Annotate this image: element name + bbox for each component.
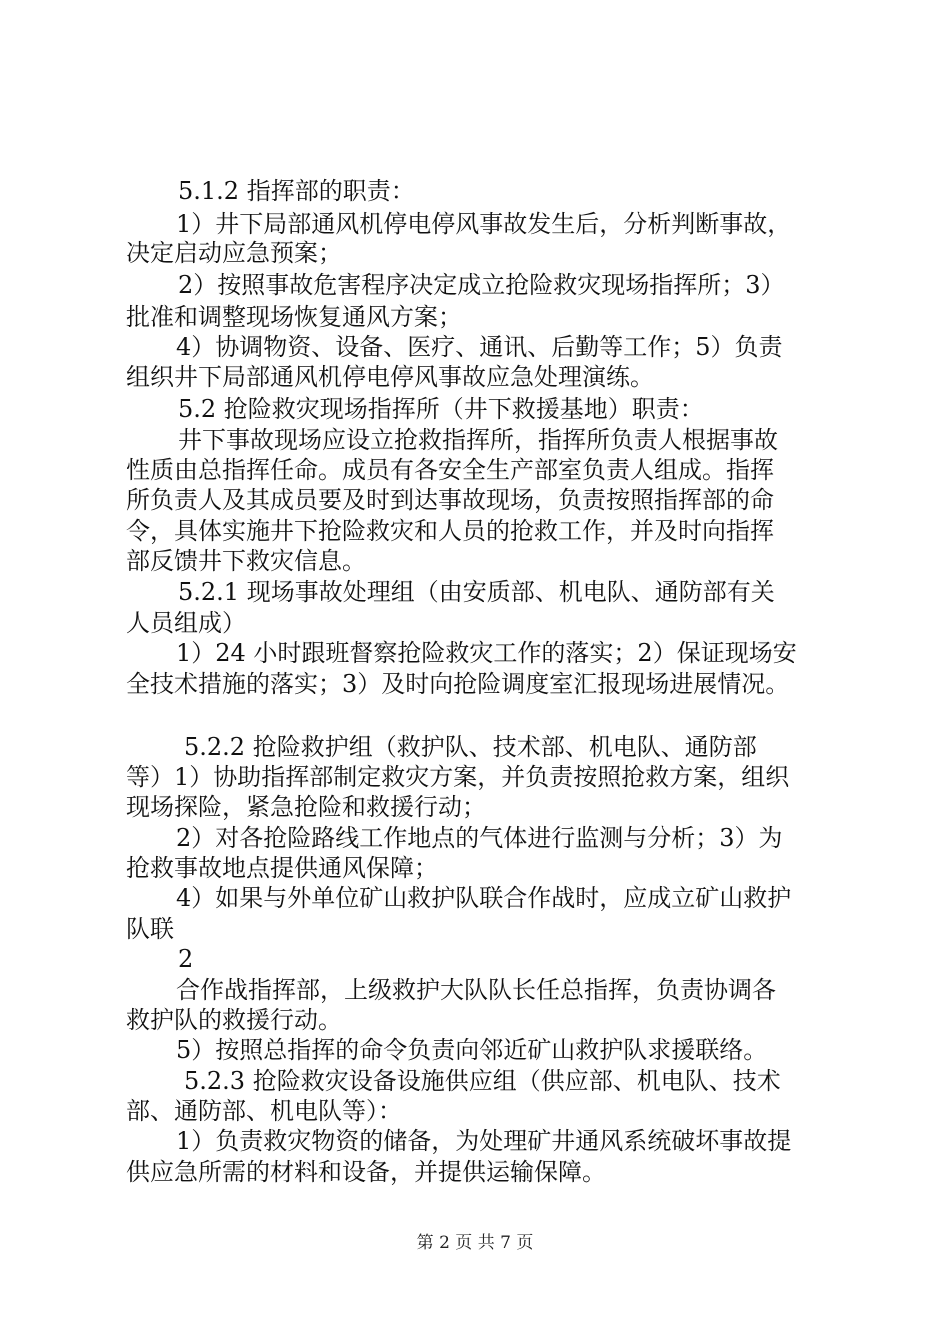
text-line: 4）协调物资、设备、医疗、通讯、后勤等工作；5）负责 xyxy=(176,333,783,361)
text-line: 全技术措施的落实；3）及时向抢险调度室汇报现场进展情况。 xyxy=(126,670,790,698)
text-line: 令，具体实施井下抢险救灾和人员的抢救工作，并及时向指挥 xyxy=(126,517,774,545)
section-heading: 5.2.1 现场事故处理组（由安质部、机电队、通防部有关 xyxy=(178,578,775,606)
section-heading: 5.2.2 抢险救护组（救护队、技术部、机电队、通防部 xyxy=(184,733,757,761)
text-line: 2 xyxy=(178,945,194,973)
page-footer: 第 2 页 共 7 页 xyxy=(416,1233,534,1253)
text-line: 抢救事故地点提供通风保障； xyxy=(126,854,438,882)
text-line: 所负责人及其成员要及时到达事故现场，负责按照指挥部的命 xyxy=(126,486,774,514)
text-line: 性质由总指挥任命。成员有各安全生产部室负责人组成。指挥 xyxy=(126,456,774,484)
text-line: 4）如果与外单位矿山救护队联合作战时，应成立矿山救护 xyxy=(176,884,792,912)
text-line: 组织井下局部通风机停电停风事故应急处理演练。 xyxy=(126,363,654,391)
text-line: 人员组成） xyxy=(126,609,246,637)
text-line: 合作战指挥部，上级救护大队队长任总指挥，负责协调各 xyxy=(176,976,776,1004)
text-line: 队联 xyxy=(126,915,174,943)
text-line: 2）按照事故危害程序决定成立抢险救灾现场指挥所；3） xyxy=(178,271,785,299)
text-line: 批准和调整现场恢复通风方案； xyxy=(126,303,462,331)
text-line: 现场探险，紧急抢险和救援行动； xyxy=(126,793,486,821)
section-heading: 5.2 抢险救灾现场指挥所（井下救援基地）职责： xyxy=(178,395,704,423)
text-line: 救护队的救援行动。 xyxy=(126,1006,342,1034)
text-line: 部反馈井下救灾信息。 xyxy=(126,547,366,575)
text-line: 井下事故现场应设立抢救指挥所，指挥所负责人根据事故 xyxy=(178,426,778,454)
text-line: 决定启动应急预案； xyxy=(126,239,342,267)
text-line: 1）井下局部通风机停电停风事故发生后，分析判断事故， xyxy=(176,210,792,238)
text-line: 部、通防部、机电队等）： xyxy=(126,1097,402,1125)
text-line: 1）24 小时跟班督察抢险救灾工作的落实；2）保证现场安 xyxy=(176,639,797,667)
text-line: 1）负责救灾物资的储备，为处理矿井通风系统破坏事故提 xyxy=(176,1127,792,1155)
section-heading: 5.2.3 抢险救灾设备设施供应组（供应部、机电队、技术 xyxy=(184,1067,781,1095)
text-line: 5）按照总指挥的命令负责向邻近矿山救护队求援联络。 xyxy=(176,1036,768,1064)
text-line: 5.1.2 指挥部的职责： xyxy=(178,177,415,205)
text-line: 供应急所需的材料和设备，并提供运输保障。 xyxy=(126,1158,606,1186)
text-line: 等）1）协助指挥部制定救灾方案，并负责按照抢救方案，组织 xyxy=(126,763,790,791)
text-line: 2）对各抢险路线工作地点的气体进行监测与分析；3）为 xyxy=(176,824,783,852)
